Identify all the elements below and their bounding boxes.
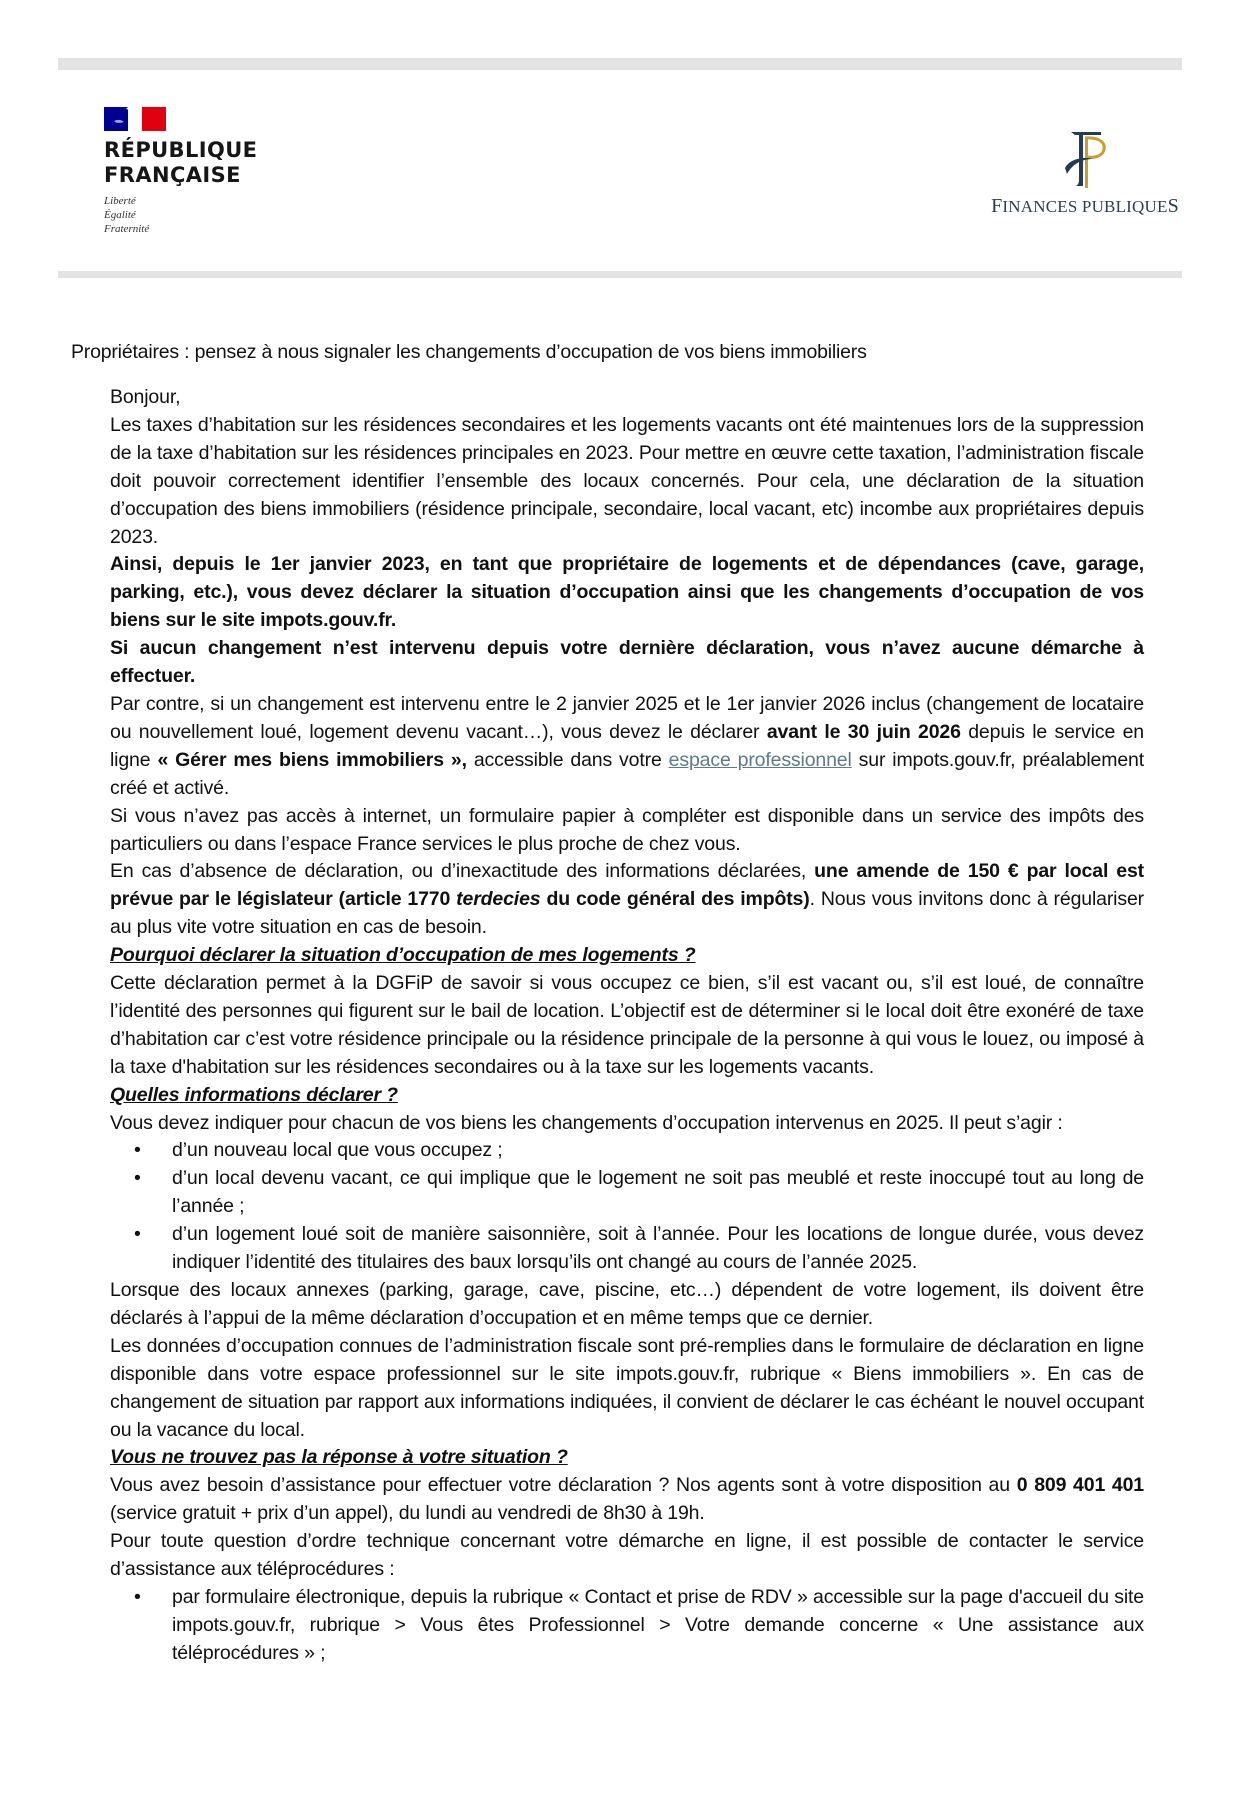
- bullet-icon: •: [134, 1585, 141, 1608]
- list-item: • d’un nouveau local que vous occupez ;: [110, 1137, 1144, 1165]
- francaise-line: FRANÇAISE: [104, 163, 241, 187]
- what-to-declare-intro: Vous devez indiquer pour chacun de vos biens les changements d’occupation intervenus en 2025. Il peut s’agir :: [110, 1111, 1063, 1134]
- heading-why-declare: Pourquoi déclarer la situation d’occupation de mes logements ?: [110, 944, 696, 967]
- annexes-paragraph: Lorsque des locaux annexes (parking, garage, cave, piscine, etc…) dépendent de votre logement, ils doivent être déclarés à l’appui de la même déclaration d’occupation et en même temps que ce dernier.: [110, 1279, 1144, 1329]
- heading-no-answer: Vous ne trouvez pas la réponse à votre situation ?: [110, 1446, 568, 1469]
- list-item: • par formulaire électronique, depuis la rubrique « Contact et prise de RDV » accessible sur la page d'accueil du site impots.gouv.fr, rubrique > Vous êtes Professionnel > Votre demande concerne « Une assistance aux téléprocédures » ;: [134, 1585, 1144, 1664]
- motto-fraternite: Fraternité: [104, 223, 150, 235]
- list-item: • d’un local devenu vacant, ce qui implique que le logement ne soit pas meublé et reste inoccupé tout au long de l’année ;: [134, 1167, 1144, 1218]
- fp-monogram-icon: [1061, 128, 1109, 190]
- republique-line: RÉPUBLIQUE: [104, 138, 258, 162]
- list-item: • d’un logement loué soit de manière saisonnière, soit à l’année. Pour les locations de longue durée, vous devez indiquer l’identité des titulaires des baux lorsqu’ils ont changé au cours de l’année 2025.: [134, 1223, 1144, 1274]
- assistance-paragraph: Vous avez besoin d’assistance pour effectuer votre déclaration ? Nos agents sont à votre disposition au 0 809 401 401 (service gratuit + prix d’un appel), du lundi au vendredi de 8h30 à 19h.: [110, 1474, 1144, 1525]
- republic-motto: [104, 194, 274, 236]
- bullet-icon: •: [134, 1223, 141, 1246]
- obligation-paragraph: Ainsi, depuis le 1er janvier 2023, en tant que propriétaire de logements et de dépendances (cave, garage, parking, etc.), vous devez déclarer la situation d’occupation ainsi que les changements d’occupation de vos biens sur le site impots.gouv.fr.: [110, 553, 1144, 632]
- bullet-icon: •: [134, 1167, 141, 1190]
- greeting: Bonjour,: [110, 386, 181, 408]
- letter-body: [110, 384, 1144, 1668]
- intro-paragraph: Les taxes d’habitation sur les résidences secondaires et les logements vacants ont été maintenues lors de la suppression de la taxe d’habitation sur les résidences principales en 2023. Pour mettre en œuvre cette taxation, l’administration fiscale doit pouvoir correctement identifier l’ensemble des locaux concernés. Pour cela, une déclaration de la situation d’occupation des biens immobiliers (résidence principale, secondaire, local vacant, etc) incombe aux propriétaires depuis 2023.: [110, 413, 1144, 548]
- header-bottom-rule: [58, 271, 1182, 278]
- espace-professionnel-link[interactable]: espace professionnel: [668, 748, 852, 771]
- finances-publiques-wordmark: FINANCES PUBLIQUES: [991, 195, 1179, 217]
- prefilled-paragraph: Les données d’occupation connues de l’administration fiscale sont pré-remplies dans le formulaire de déclaration en ligne disponible dans votre espace professionnel sur le site impots.gouv.fr, rubrique « Biens immobiliers ». En cas de changement de situation par rapport aux informations indiquées, il convient de déclarer le cas échéant le nouvel occupant ou la vacance du local.: [110, 1334, 1144, 1441]
- finances-publiques-logo: [990, 128, 1180, 218]
- service-name: « Gérer mes biens immobiliers »,: [157, 748, 467, 771]
- marianne-flag-icon: [104, 107, 166, 131]
- heading-what-to-declare: Quelles informations déclarer ?: [110, 1083, 398, 1106]
- paper-form-paragraph: Si vous n’avez pas accès à internet, un formulaire papier à compléter est disponible dans un service des impôts des particuliers ou dans l’espace France services le plus proche de chez vous.: [110, 804, 1144, 855]
- phone-number: 0 809 401 401: [1016, 1474, 1144, 1497]
- document-title: Propriétaires : pensez à nous signaler les changements d’occupation de vos biens immobiliers: [71, 341, 867, 363]
- technical-support-paragraph: Pour toute question d’ordre technique concernant votre démarche en ligne, il est possible de contacter le service d’assistance aux téléprocédures :: [110, 1530, 1144, 1581]
- occupation-change-list: [110, 1137, 1144, 1277]
- no-change-paragraph: Si aucun changement n’est intervenu depuis votre dernière déclaration, vous n’avez aucune démarche à effectuer.: [110, 637, 1144, 688]
- change-deadline-paragraph: Par contre, si un changement est intervenu entre le 2 janvier 2025 et le 1er janvier 2026 inclus (changement de locataire ou nouvellement loué, logement devenu vacant…), vous devez le déclarer avant le 30 juin 2026 depuis le service en ligne « Gérer mes biens immobiliers », accessible dans votre espace professionnel sur impots.gouv.fr, préalablement créé et activé.: [110, 692, 1145, 799]
- republique-francaise-logo: [104, 107, 274, 236]
- motto-liberte: Liberté: [104, 195, 136, 207]
- motto-egalite: Égalité: [104, 209, 136, 221]
- deadline: avant le 30 juin 2026: [766, 720, 961, 743]
- why-declare-paragraph: Cette déclaration permet à la DGFiP de savoir si vous occupez ce bien, s’il est vacant ou, s’il est loué, de connaître l’identité des personnes qui figurent sur le bail de location. L’objectif est de déterminer si le local doit être exonéré de taxe d’habitation car c’est votre résidence principale ou la résidence principale de la personne à qui vous le louez, ou imposé à la taxe d'habitation sur les résidences secondaires ou à la taxe sur les logements vacants.: [110, 972, 1144, 1078]
- header-top-rule: [58, 58, 1182, 70]
- bullet-icon: •: [134, 1139, 141, 1162]
- support-channel-list: [110, 1584, 1144, 1668]
- penalty-paragraph: En cas d’absence de déclaration, ou d’inexactitude des informations déclarées, une amende de 150 € par local est prévue par le législateur (article 1770 terdecies du code général des impôts). Nous vous invitons donc à régulariser au plus vite votre situation en cas de besoin.: [110, 860, 1144, 939]
